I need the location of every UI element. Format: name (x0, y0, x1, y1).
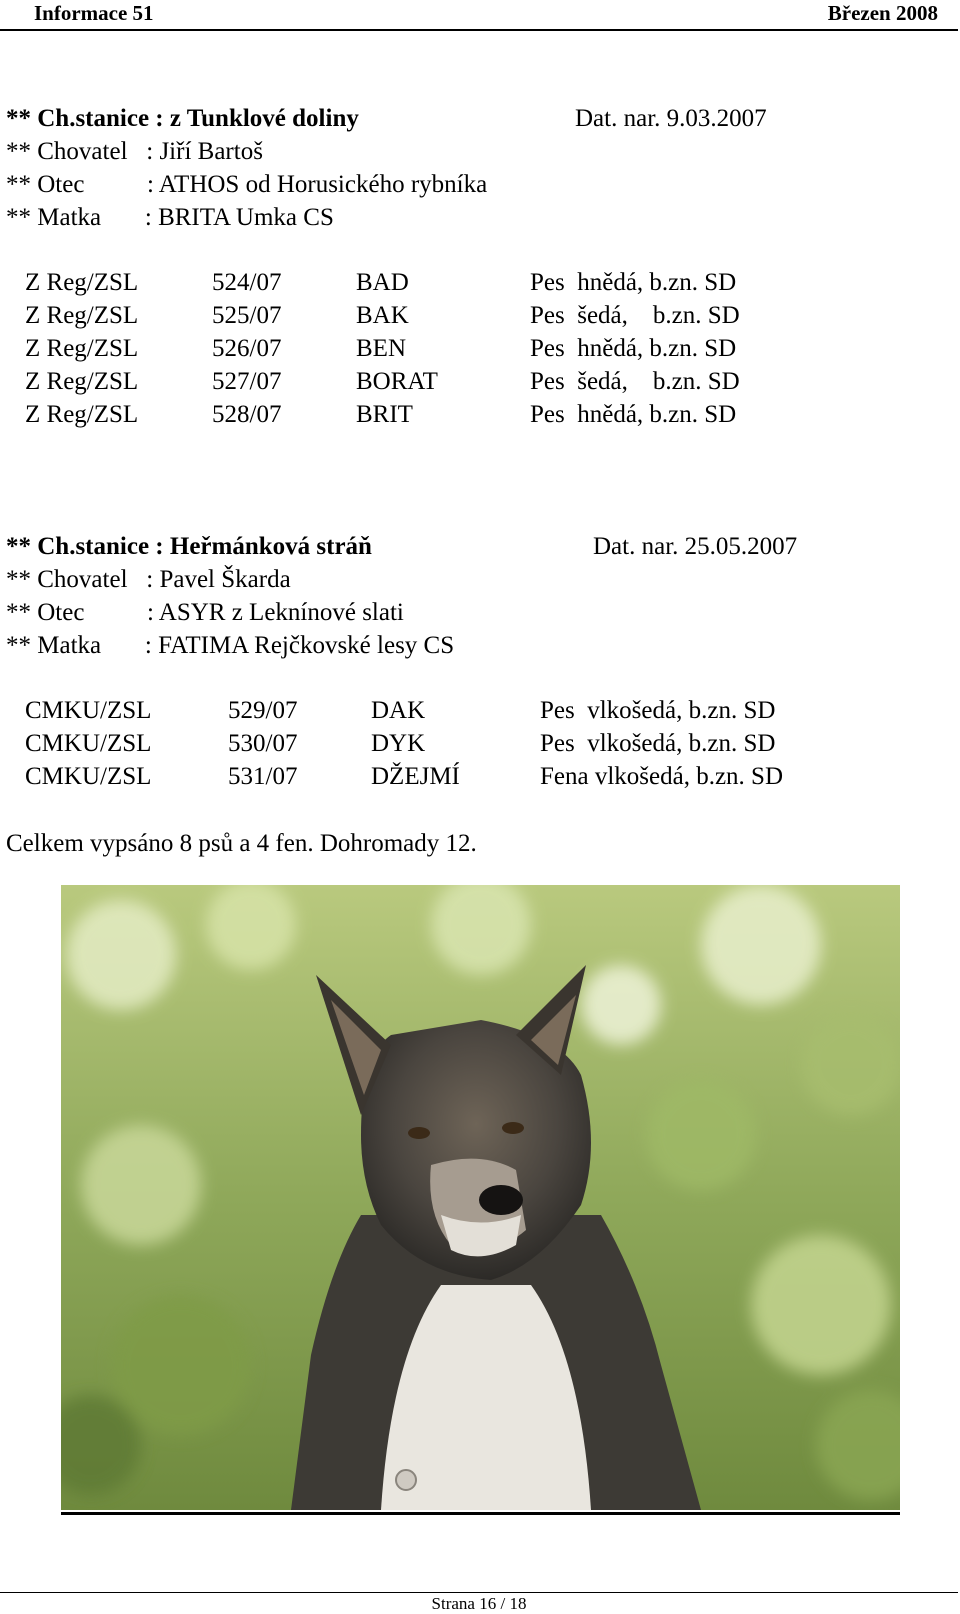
table-cell-desc: Pes hnědá, b.zn. SD (530, 335, 737, 362)
table-cell-reg: Z Reg/ZSL (25, 368, 139, 395)
table-cell-desc: Pes hnědá, b.zn. SD (530, 269, 737, 296)
table-cell-name: BAD (356, 269, 409, 296)
issue-label: Informace 51 (34, 1, 154, 25)
table-cell-name: BEN (356, 335, 406, 362)
table-cell-desc: Pes hnědá, b.zn. SD (530, 401, 737, 428)
table-row (0, 400, 960, 430)
table-cell-reg: Z Reg/ZSL (25, 335, 139, 362)
litter-2-station (6, 532, 372, 562)
litter-1-breeder: ** Chovatel : Jiří Bartoš (6, 138, 263, 165)
dog-photo (61, 885, 900, 1510)
page-number: Strana 16 / 18 (431, 1594, 527, 1613)
table-row (0, 367, 960, 397)
table-cell-num: 529/07 (228, 697, 298, 724)
table-cell-name: BRIT (356, 401, 413, 428)
table-cell-reg: Z Reg/ZSL (25, 302, 139, 329)
table-row (0, 334, 960, 364)
litter-1-station (6, 104, 359, 134)
table-cell-num: 528/07 (212, 401, 282, 428)
table-cell-name: BAK (356, 302, 409, 329)
photo-bottom-rule (61, 1512, 900, 1515)
litter-1-sire: ** Otec : ATHOS od Horusického rybníka (6, 171, 488, 198)
footer-rule (0, 1592, 958, 1593)
table-cell-num: 525/07 (212, 302, 282, 329)
table-row (0, 696, 960, 726)
summary-text: Celkem vypsáno 8 psů a 4 fen. Dohromady 12. (6, 830, 477, 857)
table-row (0, 762, 960, 792)
table-cell-num: 526/07 (212, 335, 282, 362)
issue-date: Březen 2008 (827, 1, 938, 25)
litter-2-breeder: ** Chovatel : Pavel Škarda (6, 566, 291, 593)
table-cell-name: DŽEJMÍ (371, 763, 460, 790)
station-name: ** Ch.stanice : Heřmánková stráň (6, 533, 372, 560)
table-cell-reg: CMKU/ZSL (25, 697, 152, 724)
table-cell-desc: Fena vlkošedá, b.zn. SD (540, 763, 784, 790)
litter-1-dam: ** Matka : BRITA Umka CS (6, 204, 334, 231)
table-cell-num: 524/07 (212, 269, 282, 296)
litter-1-date: Dat. nar. 9.03.2007 (575, 105, 767, 132)
table-cell-desc: Pes vlkošedá, b.zn. SD (540, 697, 776, 724)
table-cell-name: DAK (371, 697, 426, 724)
table-cell-desc: Pes šedá, b.zn. SD (530, 368, 740, 395)
dog-photo-image (61, 885, 900, 1510)
table-cell-reg: Z Reg/ZSL (25, 269, 139, 296)
table-row (0, 301, 960, 331)
table-cell-reg: CMKU/ZSL (25, 730, 152, 757)
table-cell-num: 530/07 (228, 730, 298, 757)
table-cell-desc: Pes šedá, b.zn. SD (530, 302, 740, 329)
table-cell-name: BORAT (356, 368, 438, 395)
table-cell-num: 531/07 (228, 763, 298, 790)
table-cell-num: 527/07 (212, 368, 282, 395)
page-header (0, 0, 958, 31)
table-row (0, 268, 960, 298)
table-row (0, 729, 960, 759)
station-name: ** Ch.stanice : z Tunklové doliny (6, 105, 359, 132)
table-cell-reg: Z Reg/ZSL (25, 401, 139, 428)
table-cell-name: DYK (371, 730, 426, 757)
litter-2-sire: ** Otec : ASYR z Leknínové slati (6, 599, 404, 626)
table-cell-desc: Pes vlkošedá, b.zn. SD (540, 730, 776, 757)
litter-2-dam: ** Matka : FATIMA Rejčkovské lesy CS (6, 632, 455, 659)
table-cell-reg: CMKU/ZSL (25, 763, 152, 790)
litter-2-date: Dat. nar. 25.05.2007 (593, 533, 798, 560)
